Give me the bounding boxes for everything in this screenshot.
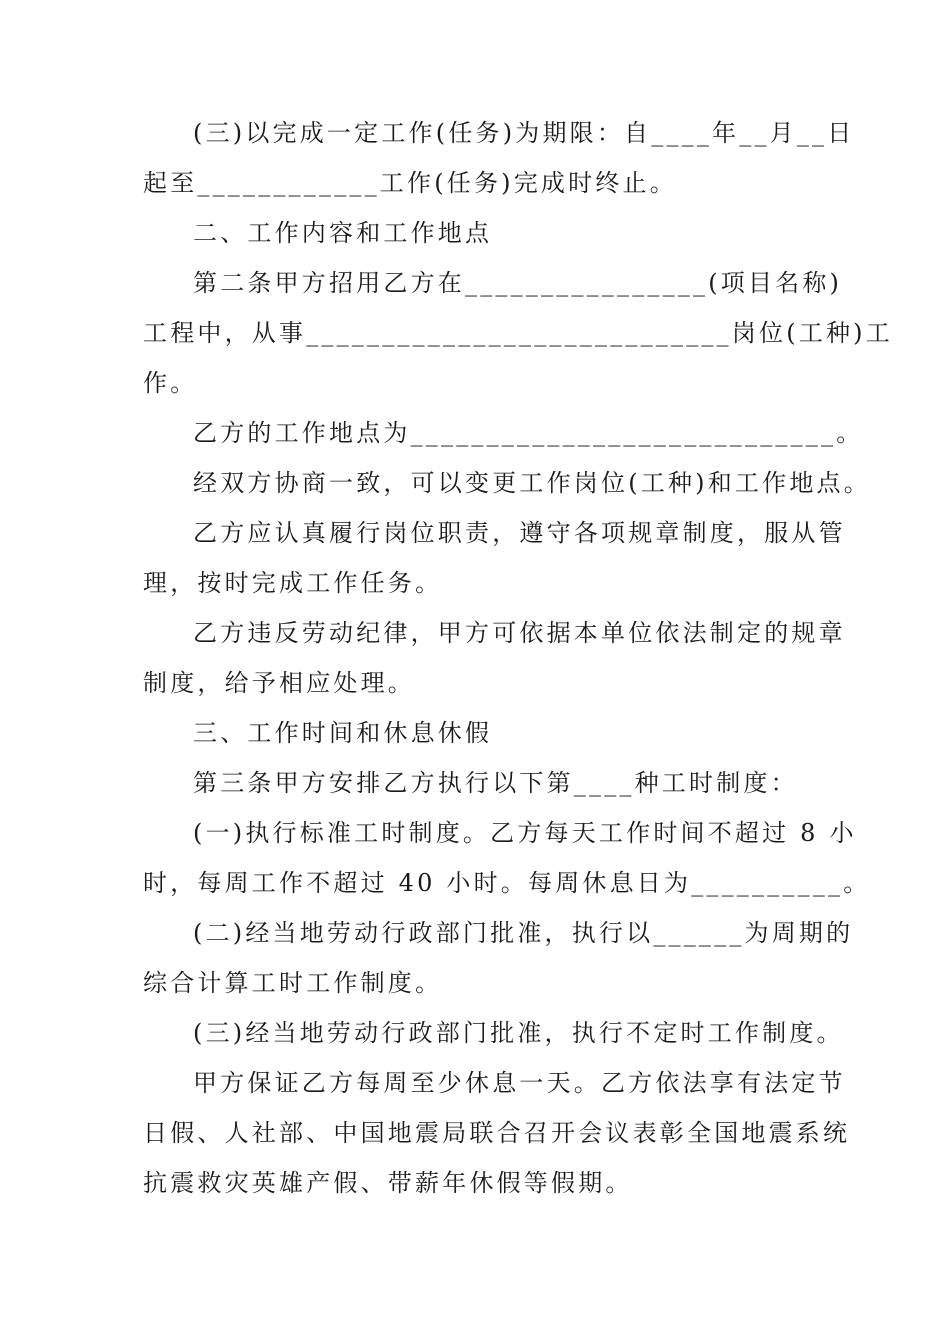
- text-line: 日假、人社部、中国地震局联合召开会议表彰全国地震系统: [143, 1119, 851, 1147]
- text-line: 乙方的工作地点为____________________________。: [193, 419, 864, 447]
- text-line: 理，按时完成工作任务。: [143, 569, 443, 597]
- text-line: (二)经当地劳动行政部门批准，执行以______为周期的: [193, 919, 854, 947]
- text-line: 乙方违反劳动纪律，甲方可依据本单位依法制定的规章: [193, 619, 846, 647]
- paragraph-standard-hours: [143, 808, 871, 908]
- paragraph-comprehensive-hours: [143, 908, 854, 1008]
- text-line: 时，每周工作不超过 40 小时。每周休息日为__________。: [143, 869, 871, 897]
- paragraph-article-2: [143, 258, 893, 408]
- text-line: (三)以完成一定工作(任务)为期限：自____年__月__日: [193, 119, 855, 147]
- text-line: 甲方保证乙方每周至少休息一天。乙方依法享有法定节: [193, 1069, 846, 1097]
- paragraph-article-3: [143, 758, 813, 808]
- section-heading-working-hours: [143, 708, 813, 758]
- paragraph-discipline: [143, 608, 846, 708]
- document-body: [143, 108, 893, 1208]
- paragraph-rest-leave: [143, 1058, 851, 1208]
- paragraph-work-location: [143, 408, 864, 458]
- text-line: 乙方应认真履行岗位职责，遵守各项规章制度，服从管: [193, 519, 846, 547]
- text-line: 制度，给予相应处理。: [143, 669, 415, 697]
- section-heading: 二、工作内容和工作地点: [193, 219, 493, 247]
- text-line: 作。: [143, 369, 198, 397]
- paragraph-flexible-hours: [143, 1008, 844, 1058]
- text-line: 工程中，从事____________________________岗位(工种)工: [143, 319, 893, 347]
- section-heading-work-content: [143, 208, 813, 258]
- text-line: 抗震救灾英雄产假、带薪年休假等假期。: [143, 1169, 633, 1197]
- paragraph-term-period: [143, 108, 855, 208]
- text-line: (三)经当地劳动行政部门批准，执行不定时工作制度。: [193, 1019, 844, 1047]
- text-line: (一)执行标准工时制度。乙方每天工作时间不超过 8 小: [193, 819, 857, 847]
- text-line: 第二条甲方招用乙方在________________(项目名称): [193, 269, 843, 297]
- text-line: 第三条甲方安排乙方执行以下第____种工时制度：: [193, 769, 798, 797]
- text-line: 起至____________工作(任务)完成时终止。: [143, 169, 677, 197]
- text-line: 经双方协商一致，可以变更工作岗位(工种)和工作地点。: [193, 469, 871, 497]
- paragraph-change-position: [143, 458, 871, 508]
- section-heading: 三、工作时间和休息休假: [193, 719, 493, 747]
- paragraph-duties: [143, 508, 846, 608]
- text-line: 综合计算工时工作制度。: [143, 969, 443, 997]
